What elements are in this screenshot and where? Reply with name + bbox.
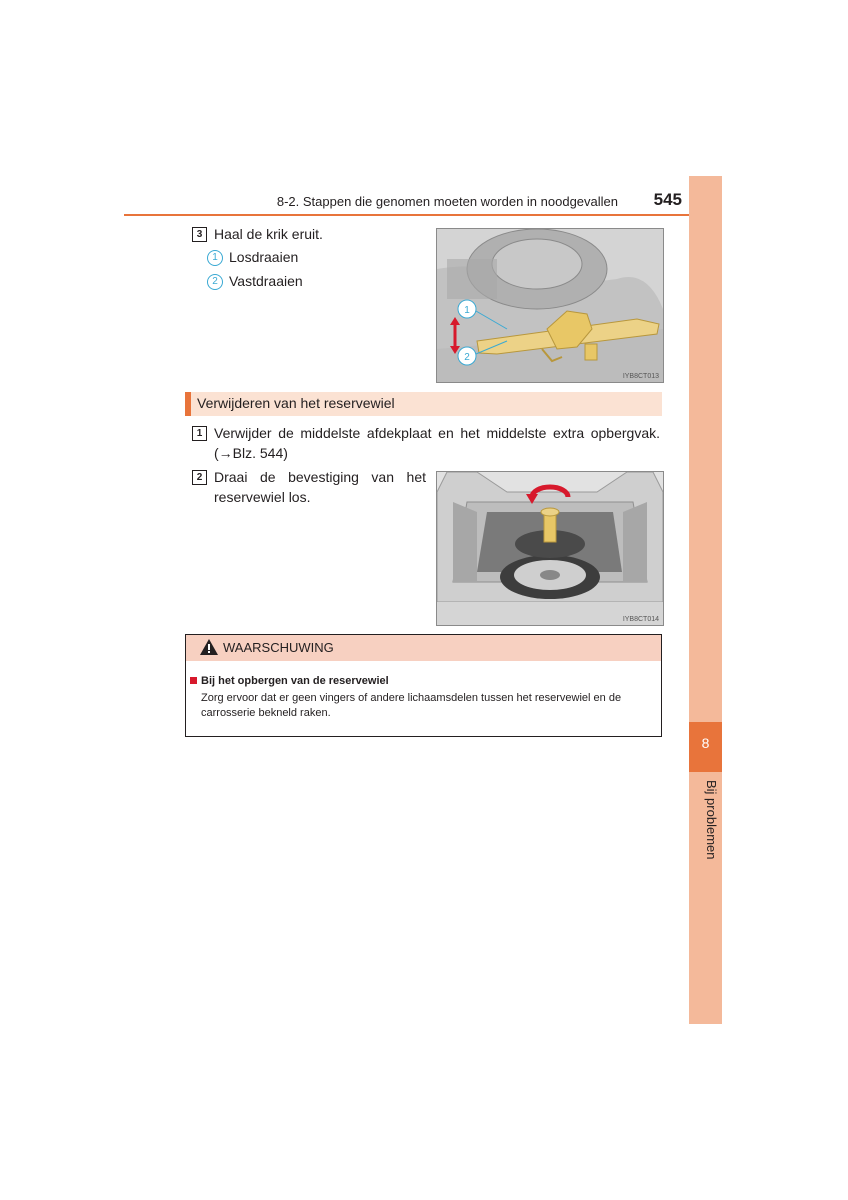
warning-title: WAARSCHUWING [223, 640, 334, 655]
image-code: IYB8CT014 [622, 616, 659, 623]
red-bullet-icon [190, 677, 197, 684]
warning-subheading: Bij het opbergen van de reservewiel [201, 675, 389, 687]
step-number-box: 2 [192, 470, 207, 485]
jack-illustration [436, 228, 664, 383]
spare-wheel-drawing [437, 472, 663, 625]
callout-number: 1 [207, 250, 223, 266]
image-code: IYB8CT013 [622, 373, 659, 380]
callout-1-label: 1 [464, 305, 470, 316]
sub-item-text: Vastdraaien [229, 273, 303, 289]
header-rule [124, 214, 689, 216]
step-text: Verwijder de middelste afdekplaat en het middelste extra opbergvak. (→Blz. 544) [214, 425, 660, 461]
chapter-number: 8 [689, 722, 722, 772]
warning-body: Zorg ervoor dat er geen vingers of andere lichaamsdelen tussen het reservewiel en de carrosserie bekneld raken. [201, 692, 622, 719]
section-heading: Verwijderen van het reservewiel [197, 395, 395, 411]
jack-drawing [437, 229, 663, 382]
callout-number: 2 [207, 274, 223, 290]
running-header: 8-2. Stappen die genomen moeten worden in noodgevallen [276, 194, 618, 209]
warning-triangle-icon [199, 638, 219, 661]
page-number: 545 [653, 190, 682, 209]
step-number-box: 1 [192, 426, 207, 441]
sub-item-text: Losdraaien [229, 249, 299, 265]
callout-2-label: 2 [464, 352, 470, 363]
chapter-label: Bij problemen [704, 780, 719, 860]
step-text: Haal de krik eruit. [214, 226, 323, 242]
spare-wheel-illustration [436, 471, 664, 626]
step-number-box: 3 [192, 227, 207, 242]
step-text: Draai de bevestiging van het reservewiel los. [214, 469, 426, 505]
